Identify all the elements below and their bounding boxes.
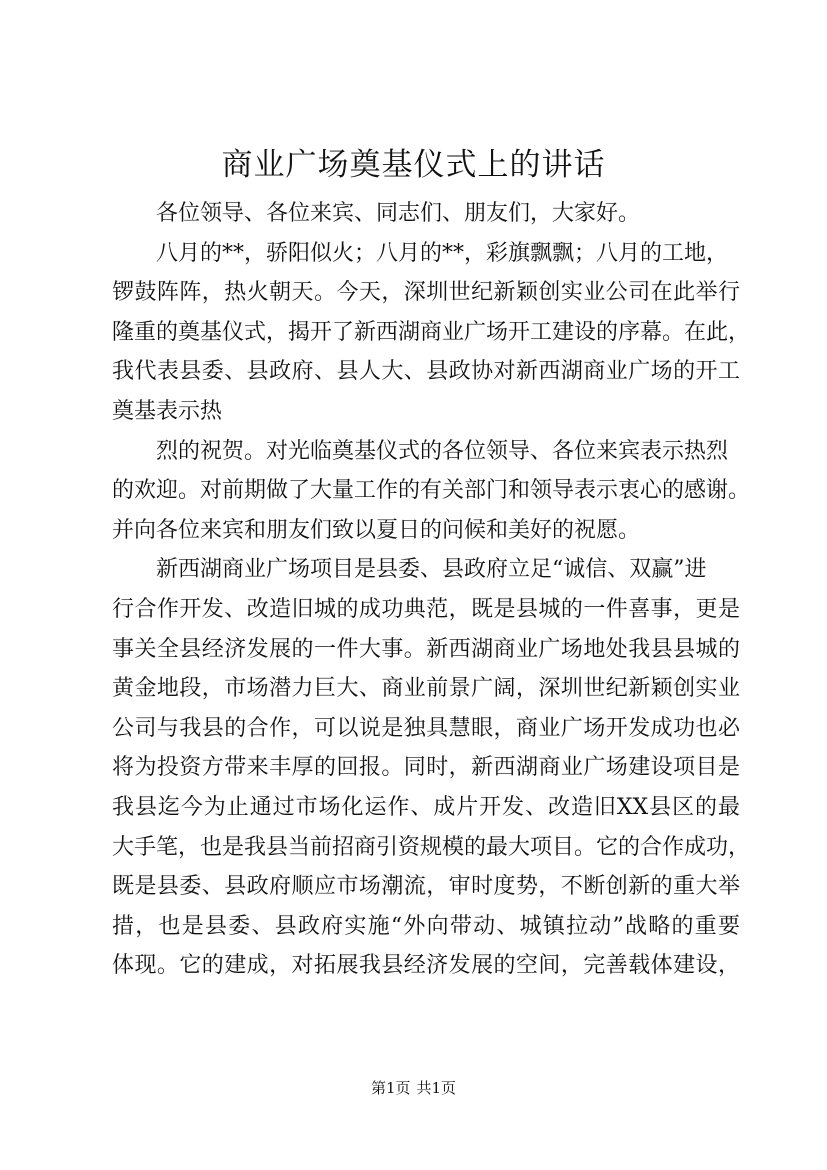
paragraph-line: 大手笔，也是我县当前招商引资规模的最大项目。它的合作成功， [112,834,751,860]
paragraph-line: 我县迄今为止通过市场化运作、成片开发、改造旧XX县区的最 [112,794,740,820]
paragraph-line: 黄金地段，市场潜力巨大、商业前景广阔，深圳世纪新颖创实业 [112,676,740,702]
paragraph-line: 各位领导、各位来宾、同志们、朋友们，大家好。 [156,201,641,226]
paragraph-line: 事关全县经济发展的一件大事。新西湖商业广场地处我县县城的 [112,636,740,662]
paragraph-line: 八月的**，骄阳似火；八月的**，彩旗飘飘；八月的工地， [156,240,729,266]
paragraph-line: 我代表县委、县政府、县人大、县政协对新西湖商业广场的开工 [112,359,740,385]
page-total: 共1页 [416,1079,457,1097]
paragraph-line: 将为投资方带来丰厚的回报。同时，新西湖商业广场建设项目是 [112,755,740,781]
page-footer [0,1078,827,1098]
paragraph-line: 新西湖商业广场项目是县委、县政府立足“诚信、双赢”进 [156,557,707,583]
paragraph-line: 公司与我县的合作，可以说是独具慧眼，商业广场开发成功也必 [112,715,740,741]
paragraph-line: 既是县委、县政府顺应市场潮流，审时度势，不断创新的重大举 [112,874,740,900]
paragraph-line: 行合作开发、改造旧城的成功典范，既是县城的一件喜事，更是 [112,596,740,622]
paragraph-line: 隆重的奠基仪式，揭开了新西湖商业广场开工建设的序幕。在此， [112,319,751,345]
page-number: 第1页 [370,1079,411,1097]
paragraph-line: 锣鼓阵阵，热火朝天。今天，深圳世纪新颖创实业公司在此举行 [112,280,740,306]
paragraph-line: 烈的祝贺。对光临奠基仪式的各位领导、各位来宾表示热烈 [156,438,729,464]
paragraph-line: 体现。它的建成，对拓展我县经济发展的空间，完善载体建设， [112,953,740,979]
document-title: 商业广场奠基仪式上的讲话 [221,147,606,183]
document-body [112,194,751,986]
paragraph-line: 奠基表示热 [112,398,223,424]
paragraph-line: 并向各位来宾和朋友们致以夏日的问候和美好的祝愿。 [112,517,641,543]
paragraph-line: 措，也是县委、县政府实施“外向带动、城镇拉动”战略的重要 [112,913,740,939]
paragraph-line: 的欢迎。对前期做了大量工作的有关部门和领导表示衷心的感谢。 [112,478,751,504]
